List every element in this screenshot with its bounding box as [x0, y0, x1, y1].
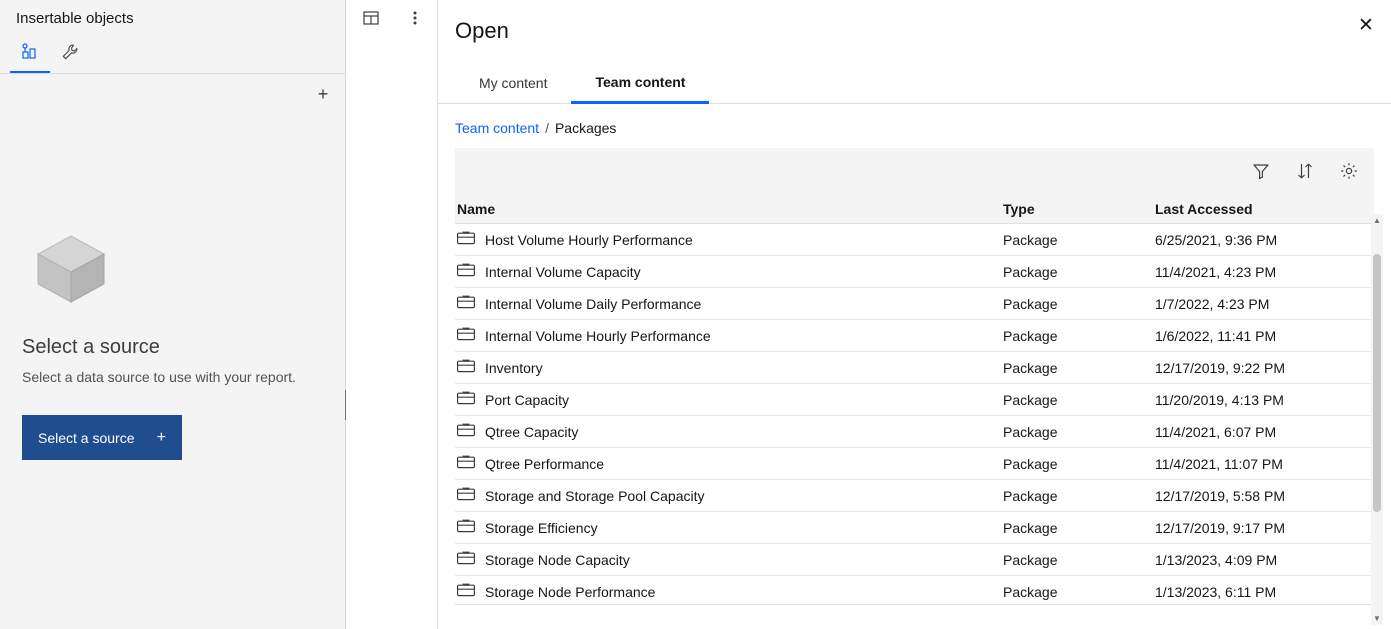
row-name-label: Inventory [485, 359, 543, 376]
dialog-header [438, 0, 1391, 62]
data-sources-icon [20, 41, 40, 66]
plus-icon: + [156, 428, 166, 446]
cell-last-accessed: 12/17/2019, 9:22 PM [1155, 359, 1285, 376]
filter-icon[interactable] [1250, 160, 1272, 182]
tab-my-content[interactable]: My content [479, 75, 548, 91]
scrollbar-thumb[interactable] [1373, 254, 1381, 512]
table-row[interactable] [455, 512, 1374, 544]
package-icon [457, 359, 475, 376]
cell-type: Package [1003, 423, 1058, 440]
breadcrumb-separator: / [545, 120, 549, 136]
row-name-label: Storage Node Performance [485, 583, 656, 600]
cell-type: Package [1003, 391, 1058, 408]
cube-illustration-icon [28, 224, 114, 310]
package-icon [457, 391, 475, 408]
cell-name [455, 455, 1003, 472]
insertable-objects-body [0, 74, 345, 629]
cell-last-accessed: 6/25/2021, 9:36 PM [1155, 231, 1278, 248]
cell-name [455, 519, 1003, 536]
table-row[interactable] [455, 256, 1374, 288]
dialog-tab-bar [438, 62, 1391, 104]
cell-name [455, 583, 1003, 600]
row-name-label: Qtree Capacity [485, 423, 579, 440]
package-icon [457, 455, 475, 472]
cell-name [455, 295, 1003, 312]
cell-type: Package [1003, 263, 1058, 280]
table-row[interactable] [455, 576, 1374, 605]
cell-last-accessed: 1/6/2022, 11:41 PM [1155, 327, 1277, 344]
toolbox-tab[interactable] [50, 36, 90, 73]
cell-type: Package [1003, 359, 1058, 376]
insertable-objects-panel [0, 0, 346, 629]
cell-name [455, 327, 1003, 344]
cell-name [455, 263, 1003, 280]
cell-name [455, 423, 1003, 440]
cell-last-accessed: 12/17/2019, 5:58 PM [1155, 487, 1285, 504]
package-icon [457, 231, 475, 248]
insertable-objects-header [0, 0, 345, 36]
table-scrollbar[interactable] [1371, 214, 1383, 625]
add-source-button[interactable]: + [317, 84, 329, 104]
panel-title: Insertable objects [16, 9, 134, 27]
column-header-type[interactable]: Type [1003, 200, 1035, 217]
cell-type: Package [1003, 583, 1058, 600]
table-row[interactable] [455, 288, 1374, 320]
package-icon [457, 295, 475, 312]
cell-last-accessed: 1/7/2022, 4:23 PM [1155, 295, 1270, 312]
table-row[interactable] [455, 544, 1374, 576]
panel-tab-bar [0, 36, 345, 74]
content-toolbar [455, 148, 1374, 194]
package-icon [457, 551, 475, 568]
cell-last-accessed: 11/4/2021, 6:07 PM [1155, 423, 1277, 440]
row-name-label: Qtree Performance [485, 455, 605, 472]
settings-icon[interactable] [1338, 160, 1360, 182]
table-row[interactable] [455, 224, 1374, 256]
package-icon [457, 263, 475, 280]
cell-last-accessed: 11/20/2019, 4:13 PM [1155, 391, 1284, 408]
cell-last-accessed: 11/4/2021, 4:23 PM [1155, 263, 1277, 280]
cell-name [455, 359, 1003, 376]
row-name-label: Port Capacity [485, 391, 570, 408]
table-row[interactable] [455, 448, 1374, 480]
table-header-row [455, 194, 1374, 224]
breadcrumb-current: Packages [554, 120, 617, 136]
scroll-down-arrow-icon[interactable]: ▼ [1373, 614, 1381, 623]
row-name-label: Host Volume Hourly Performance [485, 231, 693, 248]
column-header-last-accessed[interactable]: Last Accessed [1155, 200, 1253, 217]
package-icon [457, 487, 475, 504]
cell-last-accessed: 11/4/2021, 11:07 PM [1155, 455, 1283, 472]
table-row[interactable] [455, 352, 1374, 384]
content-table [455, 194, 1374, 605]
package-icon [457, 519, 475, 536]
tab-team-content[interactable]: Team content [571, 62, 709, 104]
row-name-label: Internal Volume Daily Performance [485, 295, 702, 312]
cell-type: Package [1003, 487, 1058, 504]
cell-name [455, 487, 1003, 504]
cell-type: Package [1003, 327, 1058, 344]
cell-type: Package [1003, 551, 1058, 568]
select-a-source-button[interactable] [22, 415, 182, 460]
row-name-label: Internal Volume Capacity [485, 263, 641, 280]
cell-last-accessed: 1/13/2023, 6:11 PM [1155, 583, 1277, 600]
empty-state [0, 224, 345, 460]
cell-type: Package [1003, 295, 1058, 312]
select-source-button-label: Select a source [38, 429, 135, 446]
sources-tab[interactable] [10, 36, 50, 73]
cell-type: Package [1003, 231, 1058, 248]
table-body [455, 224, 1374, 605]
cell-name [455, 231, 1003, 248]
table-row[interactable] [455, 320, 1374, 352]
scroll-up-arrow-icon[interactable]: ▲ [1373, 216, 1381, 225]
row-name-label: Internal Volume Hourly Performance [485, 327, 711, 344]
cell-type: Package [1003, 519, 1058, 536]
empty-state-title: Select a source [22, 336, 160, 358]
cell-name [455, 391, 1003, 408]
row-name-label: Storage Node Capacity [485, 551, 630, 568]
sort-icon[interactable] [1294, 160, 1316, 182]
canvas-toolbar-strip [346, 0, 437, 629]
open-dialog [437, 0, 1391, 629]
package-icon [457, 327, 475, 344]
wrench-icon [60, 42, 80, 67]
dialog-title: Open [455, 18, 509, 43]
strip-icon-group [346, 0, 437, 36]
package-icon [457, 423, 475, 440]
row-name-label: Storage and Storage Pool Capacity [485, 487, 705, 504]
cell-type: Package [1003, 455, 1058, 472]
empty-state-subtitle: Select a data source to use with your report. [22, 369, 296, 385]
page-layout-icon[interactable] [360, 7, 382, 29]
cell-last-accessed: 12/17/2019, 9:17 PM [1155, 519, 1285, 536]
cell-name [455, 551, 1003, 568]
package-icon [457, 583, 475, 600]
overflow-menu-icon[interactable] [404, 7, 426, 29]
table-row[interactable] [455, 416, 1374, 448]
breadcrumb-root-link[interactable]: Team content [455, 120, 540, 136]
breadcrumb [438, 104, 1391, 136]
cell-last-accessed: 1/13/2023, 4:09 PM [1155, 551, 1278, 568]
table-row[interactable] [455, 384, 1374, 416]
column-header-name[interactable]: Name [457, 200, 496, 217]
table-row[interactable] [455, 480, 1374, 512]
row-name-label: Storage Efficiency [485, 519, 598, 536]
close-icon[interactable]: ✕ [1358, 14, 1374, 36]
